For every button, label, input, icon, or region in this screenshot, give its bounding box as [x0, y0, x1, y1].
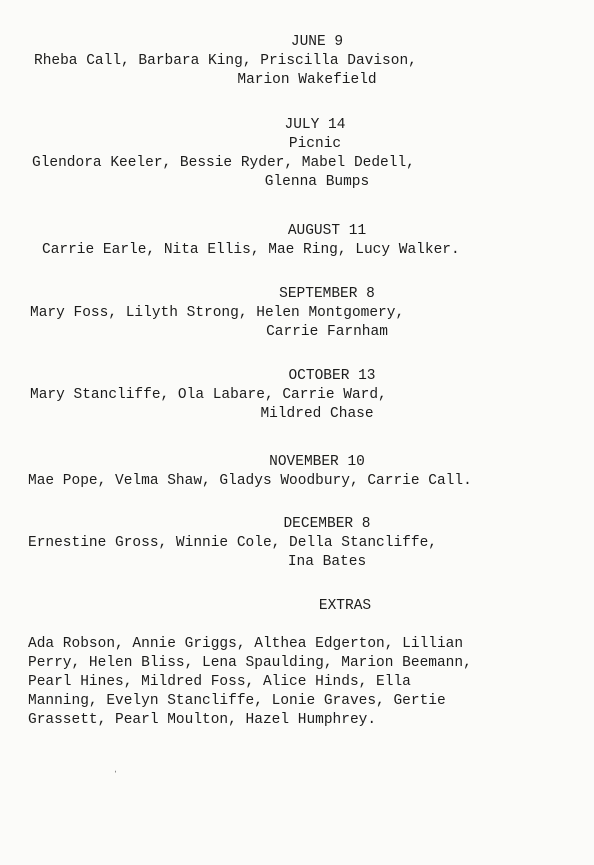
entry-june [26, 33, 568, 90]
entry-subtitle: Picnic [288, 136, 342, 152]
stray-ink-mark: ˈ [112, 771, 119, 783]
entry-july [26, 116, 568, 192]
entry-august [26, 222, 568, 260]
entry-date: AUGUST 11 [287, 223, 367, 239]
entry-date: SEPTEMBER 8 [279, 286, 375, 302]
entry-names-line: Mildred Chase [260, 406, 374, 422]
entry-date: OCTOBER 13 [288, 368, 376, 384]
entry-names-line: Carrie Earle, Nita Ellis, Mae Ring, Lucy Walker. [42, 242, 460, 258]
entry-names-line: Rheba Call, Barbara King, Priscilla Davison, [34, 53, 417, 69]
entry-date: DECEMBER 8 [283, 516, 371, 532]
entry-date: JUNE 9 [290, 34, 344, 50]
extras-section [26, 597, 568, 730]
entry-names-line: Mary Foss, Lilyth Strong, Helen Montgomery, [30, 305, 405, 321]
entry-names-line: Marion Wakefield [237, 72, 377, 88]
entry-november [26, 453, 568, 491]
entry-date: NOVEMBER 10 [269, 454, 365, 470]
extras-names-line: Grassett, Pearl Moulton, Hazel Humphrey. [28, 712, 377, 728]
entry-september [26, 285, 568, 342]
extras-names-line: Perry, Helen Bliss, Lena Spaulding, Marion Beemann, [28, 655, 472, 671]
extras-names-line: Ada Robson, Annie Griggs, Althea Edgerton, Lillian [28, 636, 464, 652]
entry-october [26, 367, 568, 424]
entry-names-line: Ina Bates [287, 554, 367, 570]
entry-date: JULY 14 [284, 117, 346, 133]
entry-names-line: Mae Pope, Velma Shaw, Gladys Woodbury, Carrie Call. [28, 473, 472, 489]
entry-names-line: Glendora Keeler, Bessie Ryder, Mabel Dedell, [32, 155, 415, 171]
extras-heading: EXTRAS [318, 598, 372, 614]
entry-names-line: Carrie Farnham [266, 324, 388, 340]
entry-names-line: Mary Stancliffe, Ola Labare, Carrie Ward, [30, 387, 387, 403]
entry-names-line: Glenna Bumps [264, 174, 370, 190]
extras-names-line: Pearl Hines, Mildred Foss, Alice Hinds, Ella [28, 674, 411, 690]
entry-december [26, 515, 568, 572]
extras-names-line: Manning, Evelyn Stancliffe, Lonie Graves, Gertie [28, 693, 446, 709]
entry-names-line: Ernestine Gross, Winnie Cole, Della Stancliffe, [28, 535, 437, 551]
